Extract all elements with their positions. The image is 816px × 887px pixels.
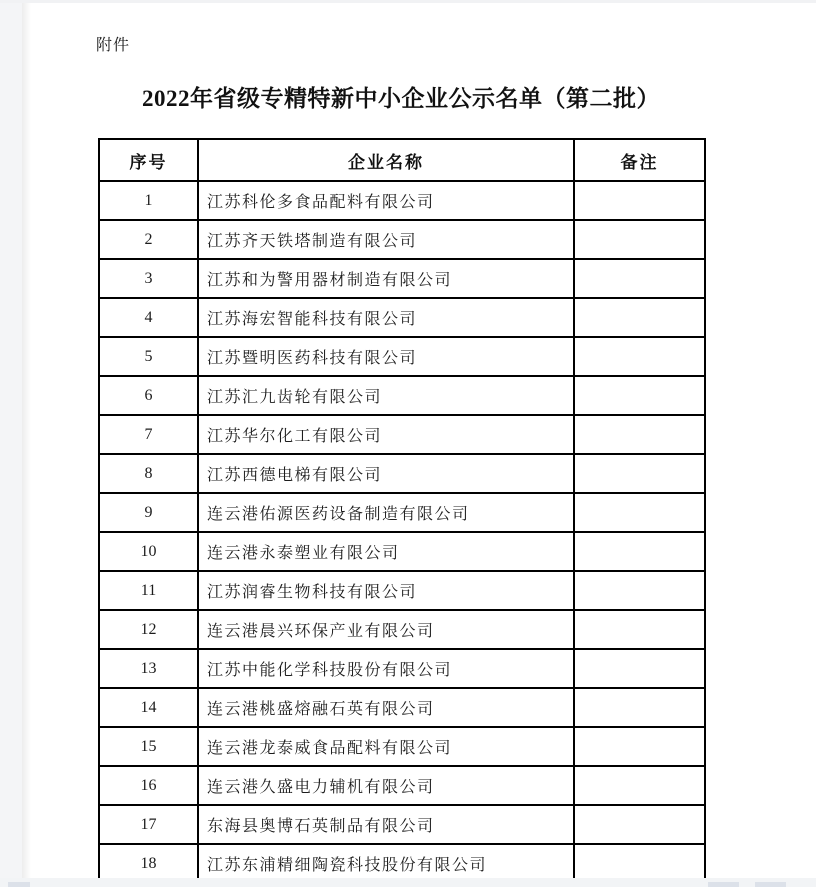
viewer-top-margin	[0, 0, 816, 3]
table-row	[99, 259, 705, 298]
row-company-cell: 江苏东浦精细陶瓷科技股份有限公司	[198, 844, 574, 883]
table-row	[99, 610, 705, 649]
row-remark-cell	[574, 454, 705, 493]
row-company-cell: 连云港永泰塑业有限公司	[198, 532, 574, 571]
table-row	[99, 337, 705, 376]
scrollbar-fragment	[8, 882, 30, 887]
row-remark-cell	[574, 415, 705, 454]
row-index-cell: 8	[99, 454, 198, 493]
table-row	[99, 415, 705, 454]
row-index-cell: 9	[99, 493, 198, 532]
table-row	[99, 571, 705, 610]
row-company-cell: 东海县奥博石英制品有限公司	[198, 805, 574, 844]
row-remark-cell	[574, 181, 705, 220]
row-index-cell: 2	[99, 220, 198, 259]
table-header-row	[99, 139, 705, 181]
row-company-cell: 江苏西德电梯有限公司	[198, 454, 574, 493]
row-company-cell: 江苏中能化学科技股份有限公司	[198, 649, 574, 688]
viewer-bottom-margin	[0, 878, 816, 887]
row-remark-cell	[574, 688, 705, 727]
scrollbar-fragment	[708, 882, 739, 887]
row-company-cell: 江苏和为警用器材制造有限公司	[198, 259, 574, 298]
row-company-cell: 江苏齐天铁塔制造有限公司	[198, 220, 574, 259]
row-remark-cell	[574, 220, 705, 259]
row-index-cell: 12	[99, 610, 198, 649]
row-index-cell: 14	[99, 688, 198, 727]
row-remark-cell	[574, 805, 705, 844]
row-index-cell: 10	[99, 532, 198, 571]
row-remark-cell	[574, 337, 705, 376]
table-body	[99, 181, 705, 883]
column-header-company: 企业名称	[198, 139, 574, 181]
table-row	[99, 298, 705, 337]
table-row	[99, 649, 705, 688]
row-company-cell: 江苏华尔化工有限公司	[198, 415, 574, 454]
row-index-cell: 17	[99, 805, 198, 844]
table-row	[99, 727, 705, 766]
row-company-cell: 连云港久盛电力辅机有限公司	[198, 766, 574, 805]
row-remark-cell	[574, 571, 705, 610]
table-row	[99, 766, 705, 805]
page-edge-shadow	[22, 0, 31, 887]
row-index-cell: 1	[99, 181, 198, 220]
table-row	[99, 454, 705, 493]
column-header-index: 序号	[99, 139, 198, 181]
row-index-cell: 15	[99, 727, 198, 766]
row-company-cell: 江苏暨明医药科技有限公司	[198, 337, 574, 376]
row-index-cell: 13	[99, 649, 198, 688]
row-index-cell: 4	[99, 298, 198, 337]
table-row	[99, 493, 705, 532]
row-company-cell: 连云港龙泰威食品配料有限公司	[198, 727, 574, 766]
row-remark-cell	[574, 532, 705, 571]
table-row	[99, 532, 705, 571]
row-company-cell: 江苏科伦多食品配料有限公司	[198, 181, 574, 220]
row-company-cell: 连云港桃盛熔融石英有限公司	[198, 688, 574, 727]
row-index-cell: 6	[99, 376, 198, 415]
row-index-cell: 11	[99, 571, 198, 610]
page-title: 2022年省级专精特新中小企业公示名单（第二批）	[142, 86, 660, 111]
row-remark-cell	[574, 493, 705, 532]
row-index-cell: 16	[99, 766, 198, 805]
row-remark-cell	[574, 298, 705, 337]
column-header-remark: 备注	[574, 139, 705, 181]
row-remark-cell	[574, 259, 705, 298]
row-company-cell: 连云港佑源医药设备制造有限公司	[198, 493, 574, 532]
row-remark-cell	[574, 610, 705, 649]
row-remark-cell	[574, 649, 705, 688]
row-remark-cell	[574, 766, 705, 805]
scrollbar-fragment	[755, 882, 786, 887]
row-index-cell: 3	[99, 259, 198, 298]
row-company-cell: 江苏润睿生物科技有限公司	[198, 571, 574, 610]
attachment-label: 附件	[96, 37, 131, 54]
table-row	[99, 688, 705, 727]
company-list-table	[98, 138, 706, 884]
row-remark-cell	[574, 727, 705, 766]
row-index-cell: 7	[99, 415, 198, 454]
row-company-cell: 江苏汇九齿轮有限公司	[198, 376, 574, 415]
row-remark-cell	[574, 376, 705, 415]
table-row	[99, 376, 705, 415]
table-row	[99, 805, 705, 844]
table-row	[99, 220, 705, 259]
row-index-cell: 5	[99, 337, 198, 376]
table-row	[99, 181, 705, 220]
row-company-cell: 江苏海宏智能科技有限公司	[198, 298, 574, 337]
table-header	[99, 139, 705, 181]
row-company-cell: 连云港晨兴环保产业有限公司	[198, 610, 574, 649]
viewer-left-margin	[0, 0, 22, 887]
row-index-cell: 18	[99, 844, 198, 883]
